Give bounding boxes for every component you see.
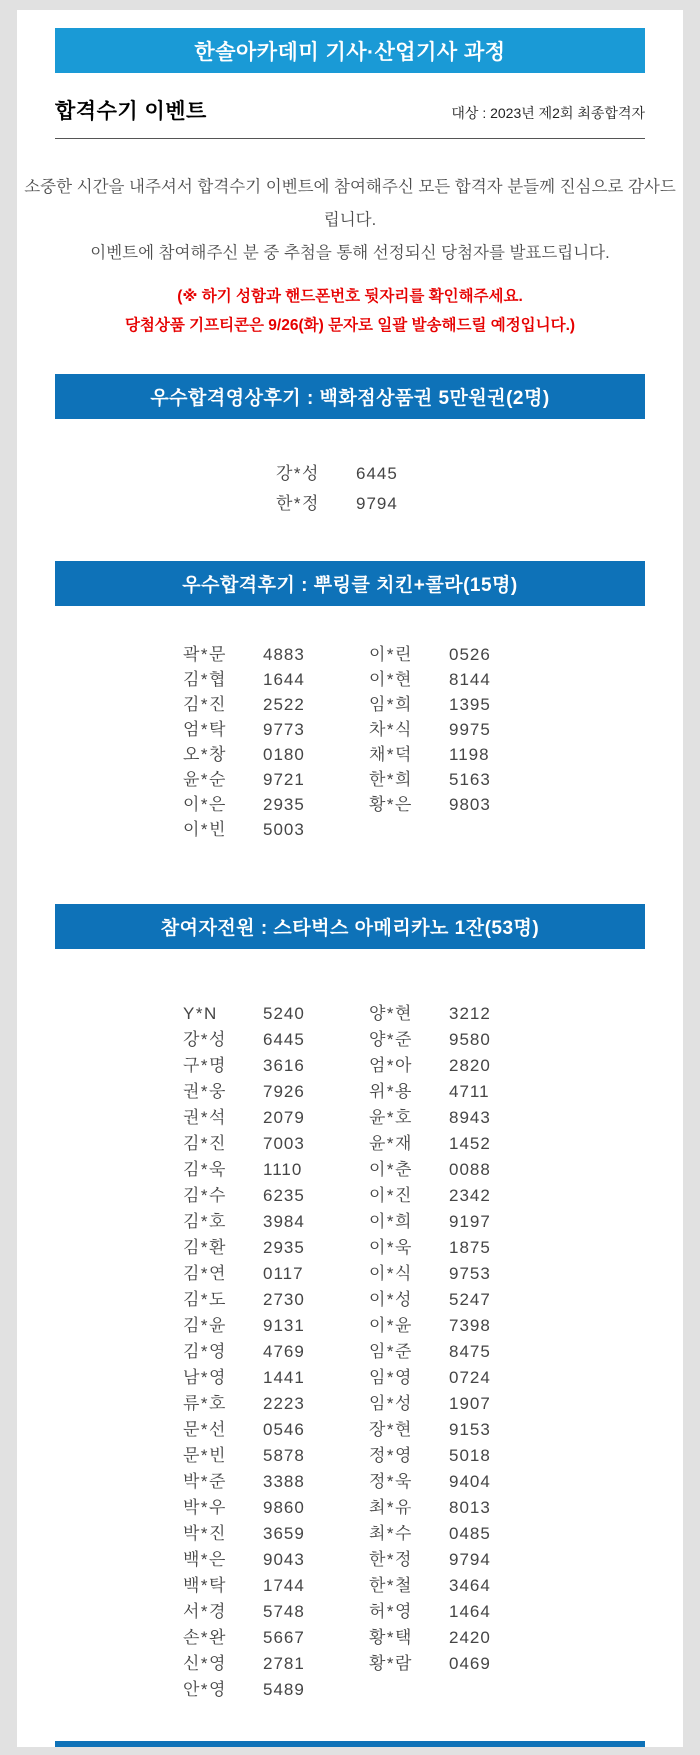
winner-name: 김*호 — [183, 1212, 227, 1231]
winner-name: 임*영 — [369, 1368, 413, 1387]
winner-row — [369, 1157, 517, 1183]
winner-name: 양*현 — [369, 1004, 413, 1023]
winner-phone-digits: 8013 — [449, 1498, 491, 1517]
winner-phone-digits: 0180 — [263, 745, 305, 764]
winner-name: 윤*순 — [183, 770, 227, 789]
winner-name: 위*용 — [369, 1082, 413, 1101]
winner-phone-digits: 3616 — [263, 1056, 305, 1075]
winner-list-review — [17, 642, 683, 842]
winner-row — [183, 1391, 331, 1417]
winner-name: 김*욱 — [183, 1160, 227, 1179]
event-title: 합격수기 이벤트 — [55, 100, 207, 123]
intro-line-1: 소중한 시간을 내주셔서 합격수기 이벤트에 참여해주신 모든 합격자 분들께 진심으로 감사드립니다. — [24, 178, 676, 229]
winner-name: 김*도 — [183, 1290, 227, 1309]
winner-name: 김*수 — [183, 1186, 227, 1205]
winner-row — [183, 1495, 331, 1521]
winner-phone-digits: 9580 — [449, 1030, 491, 1049]
winner-row — [369, 667, 517, 692]
winner-phone-digits: 1907 — [449, 1394, 491, 1413]
winner-name: 황*택 — [369, 1628, 413, 1647]
section-title-all-participants: 참여자전원 : 스타벅스 아메리카노 1잔(53명) — [160, 918, 540, 939]
winner-row — [183, 1339, 331, 1365]
winner-phone-digits: 5748 — [263, 1602, 305, 1621]
winner-phone-digits: 0088 — [449, 1160, 491, 1179]
winner-name: 김*연 — [183, 1264, 227, 1283]
winner-name: 문*빈 — [183, 1446, 227, 1465]
winner-row — [369, 692, 517, 717]
winner-name: 이*성 — [369, 1290, 413, 1309]
winner-row — [183, 817, 331, 842]
winner-phone-digits: 9860 — [263, 1498, 305, 1517]
winner-row — [183, 1027, 331, 1053]
winner-row — [369, 1131, 517, 1157]
winner-name: 문*선 — [183, 1420, 227, 1439]
winner-row — [369, 1521, 517, 1547]
winner-row — [183, 1573, 331, 1599]
winner-row — [183, 767, 331, 792]
winner-name: 이*윤 — [369, 1316, 413, 1335]
winner-row — [183, 1469, 331, 1495]
winner-name: 남*영 — [183, 1368, 227, 1387]
winner-phone-digits: 9753 — [449, 1264, 491, 1283]
winner-name: 정*영 — [369, 1446, 413, 1465]
winner-row — [369, 1599, 517, 1625]
winner-phone-digits: 5003 — [263, 820, 305, 839]
winner-name: 곽*문 — [183, 645, 227, 664]
course-header-title: 한솔아카데미 기사·산업기사 과정 — [194, 40, 506, 64]
winner-row — [369, 1183, 517, 1209]
winner-row — [183, 1183, 331, 1209]
winner-phone-digits: 2223 — [263, 1394, 305, 1413]
winner-phone-digits: 9794 — [449, 1550, 491, 1569]
winner-name: 박*준 — [183, 1472, 227, 1491]
winner-row — [369, 1001, 517, 1027]
winner-phone-digits: 2342 — [449, 1186, 491, 1205]
winner-phone-digits: 6445 — [263, 1030, 305, 1049]
winner-phone-digits: 1464 — [449, 1602, 491, 1621]
winner-phone-digits: 6445 — [356, 464, 398, 483]
winner-row — [183, 1625, 331, 1651]
winner-row — [183, 1261, 331, 1287]
section-bar-video-review — [55, 374, 645, 419]
winner-name: 채*덕 — [369, 745, 413, 764]
winner-name: 안*영 — [183, 1680, 227, 1699]
winner-phone-digits: 1452 — [449, 1134, 491, 1153]
winner-row — [183, 1131, 331, 1157]
winner-phone-digits: 1875 — [449, 1238, 491, 1257]
winner-name: 정*욱 — [369, 1472, 413, 1491]
winner-phone-digits: 5163 — [449, 770, 491, 789]
winner-row — [183, 1313, 331, 1339]
winner-name: 오*창 — [183, 745, 227, 764]
winner-phone-digits: 2781 — [263, 1654, 305, 1673]
winner-phone-digits: 7926 — [263, 1082, 305, 1101]
winner-phone-digits: 8943 — [449, 1108, 491, 1127]
winner-row — [369, 1547, 517, 1573]
winner-name: 이*진 — [369, 1186, 413, 1205]
winner-name: 손*완 — [183, 1628, 227, 1647]
winner-row — [369, 1573, 517, 1599]
footer-bar — [55, 1741, 645, 1747]
winner-row — [183, 1417, 331, 1443]
divider-line — [55, 138, 645, 139]
winner-name: 최*유 — [369, 1498, 413, 1517]
winner-name: 임*준 — [369, 1342, 413, 1361]
winner-phone-digits: 0546 — [263, 1420, 305, 1439]
winner-row — [369, 1443, 517, 1469]
winner-row — [369, 1625, 517, 1651]
winner-phone-digits: 8144 — [449, 670, 491, 689]
winner-row — [369, 717, 517, 742]
winner-name: 김*협 — [183, 670, 227, 689]
winner-name: 임*성 — [369, 1394, 413, 1413]
winner-name: 이*식 — [369, 1264, 413, 1283]
winner-phone-digits: 2420 — [449, 1628, 491, 1647]
winner-phone-digits: 9131 — [263, 1316, 305, 1335]
winner-phone-digits: 9803 — [449, 795, 491, 814]
winner-phone-digits: 9404 — [449, 1472, 491, 1491]
winner-phone-digits: 2730 — [263, 1290, 305, 1309]
winner-row — [183, 1209, 331, 1235]
winner-phone-digits: 0117 — [263, 1264, 304, 1283]
winner-row — [183, 1235, 331, 1261]
winner-row — [183, 692, 331, 717]
winner-list-video-review — [17, 459, 683, 519]
section-title-review: 우수합격후기 : 뿌링클 치킨+콜라(15명) — [182, 575, 518, 596]
winner-name: 한*희 — [369, 770, 413, 789]
winner-phone-digits: 1441 — [263, 1368, 305, 1387]
winner-name: 이*희 — [369, 1212, 413, 1231]
winner-name: 장*현 — [369, 1420, 413, 1439]
winner-phone-digits: 3212 — [449, 1004, 491, 1023]
winner-name: 양*준 — [369, 1030, 413, 1049]
winner-row — [369, 1053, 517, 1079]
winner-name: 김*환 — [183, 1238, 227, 1257]
winner-phone-digits: 4711 — [449, 1082, 490, 1101]
winner-list-all-participants — [17, 1001, 683, 1703]
winner-phone-digits: 8475 — [449, 1342, 491, 1361]
winner-name: 이*현 — [369, 670, 413, 689]
winner-name: 한*정 — [369, 1550, 413, 1569]
winner-row — [183, 667, 331, 692]
winner-row — [369, 1469, 517, 1495]
winner-name: 박*진 — [183, 1524, 227, 1543]
winner-row — [369, 792, 517, 817]
winner-phone-digits: 9721 — [263, 770, 305, 789]
winner-name: 백*은 — [183, 1550, 227, 1569]
winner-phone-digits: 5018 — [449, 1446, 491, 1465]
winner-name: 엄*탁 — [183, 720, 227, 739]
winner-row — [369, 1105, 517, 1131]
winner-name: 김*진 — [183, 1134, 227, 1153]
winner-row — [369, 742, 517, 767]
winner-phone-digits: 9153 — [449, 1420, 491, 1439]
section-bar-all-participants — [55, 904, 645, 949]
winner-row — [276, 489, 424, 519]
winner-phone-digits: 9043 — [263, 1550, 305, 1569]
event-subheader — [55, 95, 645, 125]
winner-row — [369, 1209, 517, 1235]
winner-name: 이*은 — [183, 795, 227, 814]
winner-phone-digits: 1198 — [449, 745, 490, 764]
winner-name: 황*은 — [369, 795, 413, 814]
winner-row — [183, 792, 331, 817]
winner-row — [183, 1651, 331, 1677]
winner-name: 이*린 — [369, 645, 413, 664]
winner-phone-digits: 9773 — [263, 720, 305, 739]
winner-name: 류*호 — [183, 1394, 227, 1413]
winner-phone-digits: 2935 — [263, 1238, 305, 1257]
winner-phone-digits: 3388 — [263, 1472, 305, 1491]
winner-phone-digits: 5489 — [263, 1680, 305, 1699]
winner-name: 백*탁 — [183, 1576, 227, 1595]
winner-phone-digits: 0526 — [449, 645, 491, 664]
winner-row — [183, 1079, 331, 1105]
winner-row — [183, 742, 331, 767]
winner-row — [183, 1157, 331, 1183]
winner-phone-digits: 1110 — [263, 1160, 303, 1179]
winner-phone-digits: 3984 — [263, 1212, 305, 1231]
winner-list-review-left-column — [183, 642, 331, 842]
notice-line-1: (※ 하기 성함과 핸드폰번호 뒷자리를 확인해주세요. — [177, 288, 523, 305]
winner-row — [369, 1287, 517, 1313]
section-bar-review — [55, 561, 645, 606]
winner-row — [369, 1261, 517, 1287]
winner-name: 김*윤 — [183, 1316, 227, 1335]
winner-row — [183, 717, 331, 742]
winner-phone-digits: 1395 — [449, 695, 491, 714]
winner-name: 권*웅 — [183, 1082, 227, 1101]
winner-phone-digits: 2522 — [263, 695, 305, 714]
winner-name: 김*진 — [183, 695, 227, 714]
winner-name: 임*희 — [369, 695, 413, 714]
notice-text — [17, 282, 683, 340]
winner-row — [183, 1443, 331, 1469]
winner-row — [183, 1001, 331, 1027]
winner-name: 강*성 — [183, 1030, 227, 1049]
winner-phone-digits: 0469 — [449, 1654, 491, 1673]
winner-name: 신*영 — [183, 1654, 227, 1673]
winner-name: 차*식 — [369, 720, 413, 739]
course-header-bar — [55, 28, 645, 73]
winner-phone-digits: 5667 — [263, 1628, 305, 1647]
notice-line-2: 당첨상품 기프티콘은 9/26(화) 문자로 일괄 발송해드릴 예정입니다.) — [124, 317, 576, 334]
winner-name: 이*빈 — [183, 820, 227, 839]
winner-list-review-right-column — [369, 642, 517, 842]
winner-row — [369, 767, 517, 792]
winner-phone-digits: 7003 — [263, 1134, 305, 1153]
winner-row — [369, 1339, 517, 1365]
winner-row — [183, 1053, 331, 1079]
winner-name: 윤*재 — [369, 1134, 413, 1153]
winner-name: 황*람 — [369, 1654, 413, 1673]
winner-list-all-right-column — [369, 1001, 517, 1703]
winner-phone-digits: 1644 — [263, 670, 305, 689]
winner-row — [183, 1521, 331, 1547]
winner-row — [369, 1313, 517, 1339]
winner-row — [183, 642, 331, 667]
winner-row — [369, 1495, 517, 1521]
winner-list-all-left-column — [183, 1001, 331, 1703]
intro-text — [17, 171, 683, 270]
winner-phone-digits: 5878 — [263, 1446, 305, 1465]
winner-name: 박*우 — [183, 1498, 227, 1517]
winner-row — [369, 1365, 517, 1391]
winner-phone-digits: 3659 — [263, 1524, 305, 1543]
winner-phone-digits: 9197 — [449, 1212, 491, 1231]
winner-phone-digits: 4769 — [263, 1342, 305, 1361]
winner-row — [276, 459, 424, 489]
winner-name: 권*석 — [183, 1108, 227, 1127]
winner-phone-digits: 2935 — [263, 795, 305, 814]
announcement-card — [17, 10, 683, 1747]
winner-phone-digits: 5240 — [263, 1004, 305, 1023]
winner-row — [183, 1105, 331, 1131]
intro-line-2: 이벤트에 참여해주신 분 중 추첨을 통해 선정되신 당첨자를 발표드립니다. — [90, 244, 610, 262]
winner-phone-digits: 4883 — [263, 645, 305, 664]
winner-row — [369, 1027, 517, 1053]
winner-row — [183, 1287, 331, 1313]
winner-phone-digits: 0485 — [449, 1524, 491, 1543]
winner-phone-digits: 9794 — [356, 494, 398, 513]
winner-phone-digits: 2079 — [263, 1108, 305, 1127]
winner-phone-digits: 3464 — [449, 1576, 491, 1595]
winner-name: 이*욱 — [369, 1238, 413, 1257]
winner-row — [369, 1079, 517, 1105]
winner-phone-digits: 1744 — [263, 1576, 305, 1595]
winner-name: 한*철 — [369, 1576, 413, 1595]
winner-name: 서*경 — [183, 1602, 227, 1621]
winner-phone-digits: 5247 — [449, 1290, 491, 1309]
winner-row — [183, 1365, 331, 1391]
winner-row — [369, 1391, 517, 1417]
winner-name: 구*명 — [183, 1056, 227, 1075]
section-title-video-review: 우수합격영상후기 : 백화점상품권 5만원권(2명) — [150, 388, 550, 409]
winner-row — [369, 642, 517, 667]
winner-name: 엄*아 — [369, 1056, 413, 1075]
winner-phone-digits: 2820 — [449, 1056, 491, 1075]
winner-name: 김*영 — [183, 1342, 227, 1361]
winner-row — [369, 1417, 517, 1443]
winner-row — [183, 1677, 331, 1703]
winner-row — [369, 1235, 517, 1261]
winner-name: 이*춘 — [369, 1160, 413, 1179]
winner-name: 강*성 — [276, 464, 320, 483]
winner-name: 허*영 — [369, 1602, 413, 1621]
winner-name: 한*정 — [276, 494, 320, 513]
winner-name: 윤*호 — [369, 1108, 413, 1127]
winner-phone-digits: 9975 — [449, 720, 491, 739]
winner-row — [183, 1547, 331, 1573]
winner-phone-digits: 6235 — [263, 1186, 305, 1205]
winner-name: Y*N — [183, 1004, 218, 1023]
winner-name: 최*수 — [369, 1524, 413, 1543]
winner-phone-digits: 0724 — [449, 1368, 491, 1387]
event-target: 대상 : 2023년 제2회 최종합격자 — [451, 105, 645, 121]
winner-row — [183, 1599, 331, 1625]
winner-phone-digits: 7398 — [449, 1316, 491, 1335]
winner-row — [369, 1651, 517, 1677]
